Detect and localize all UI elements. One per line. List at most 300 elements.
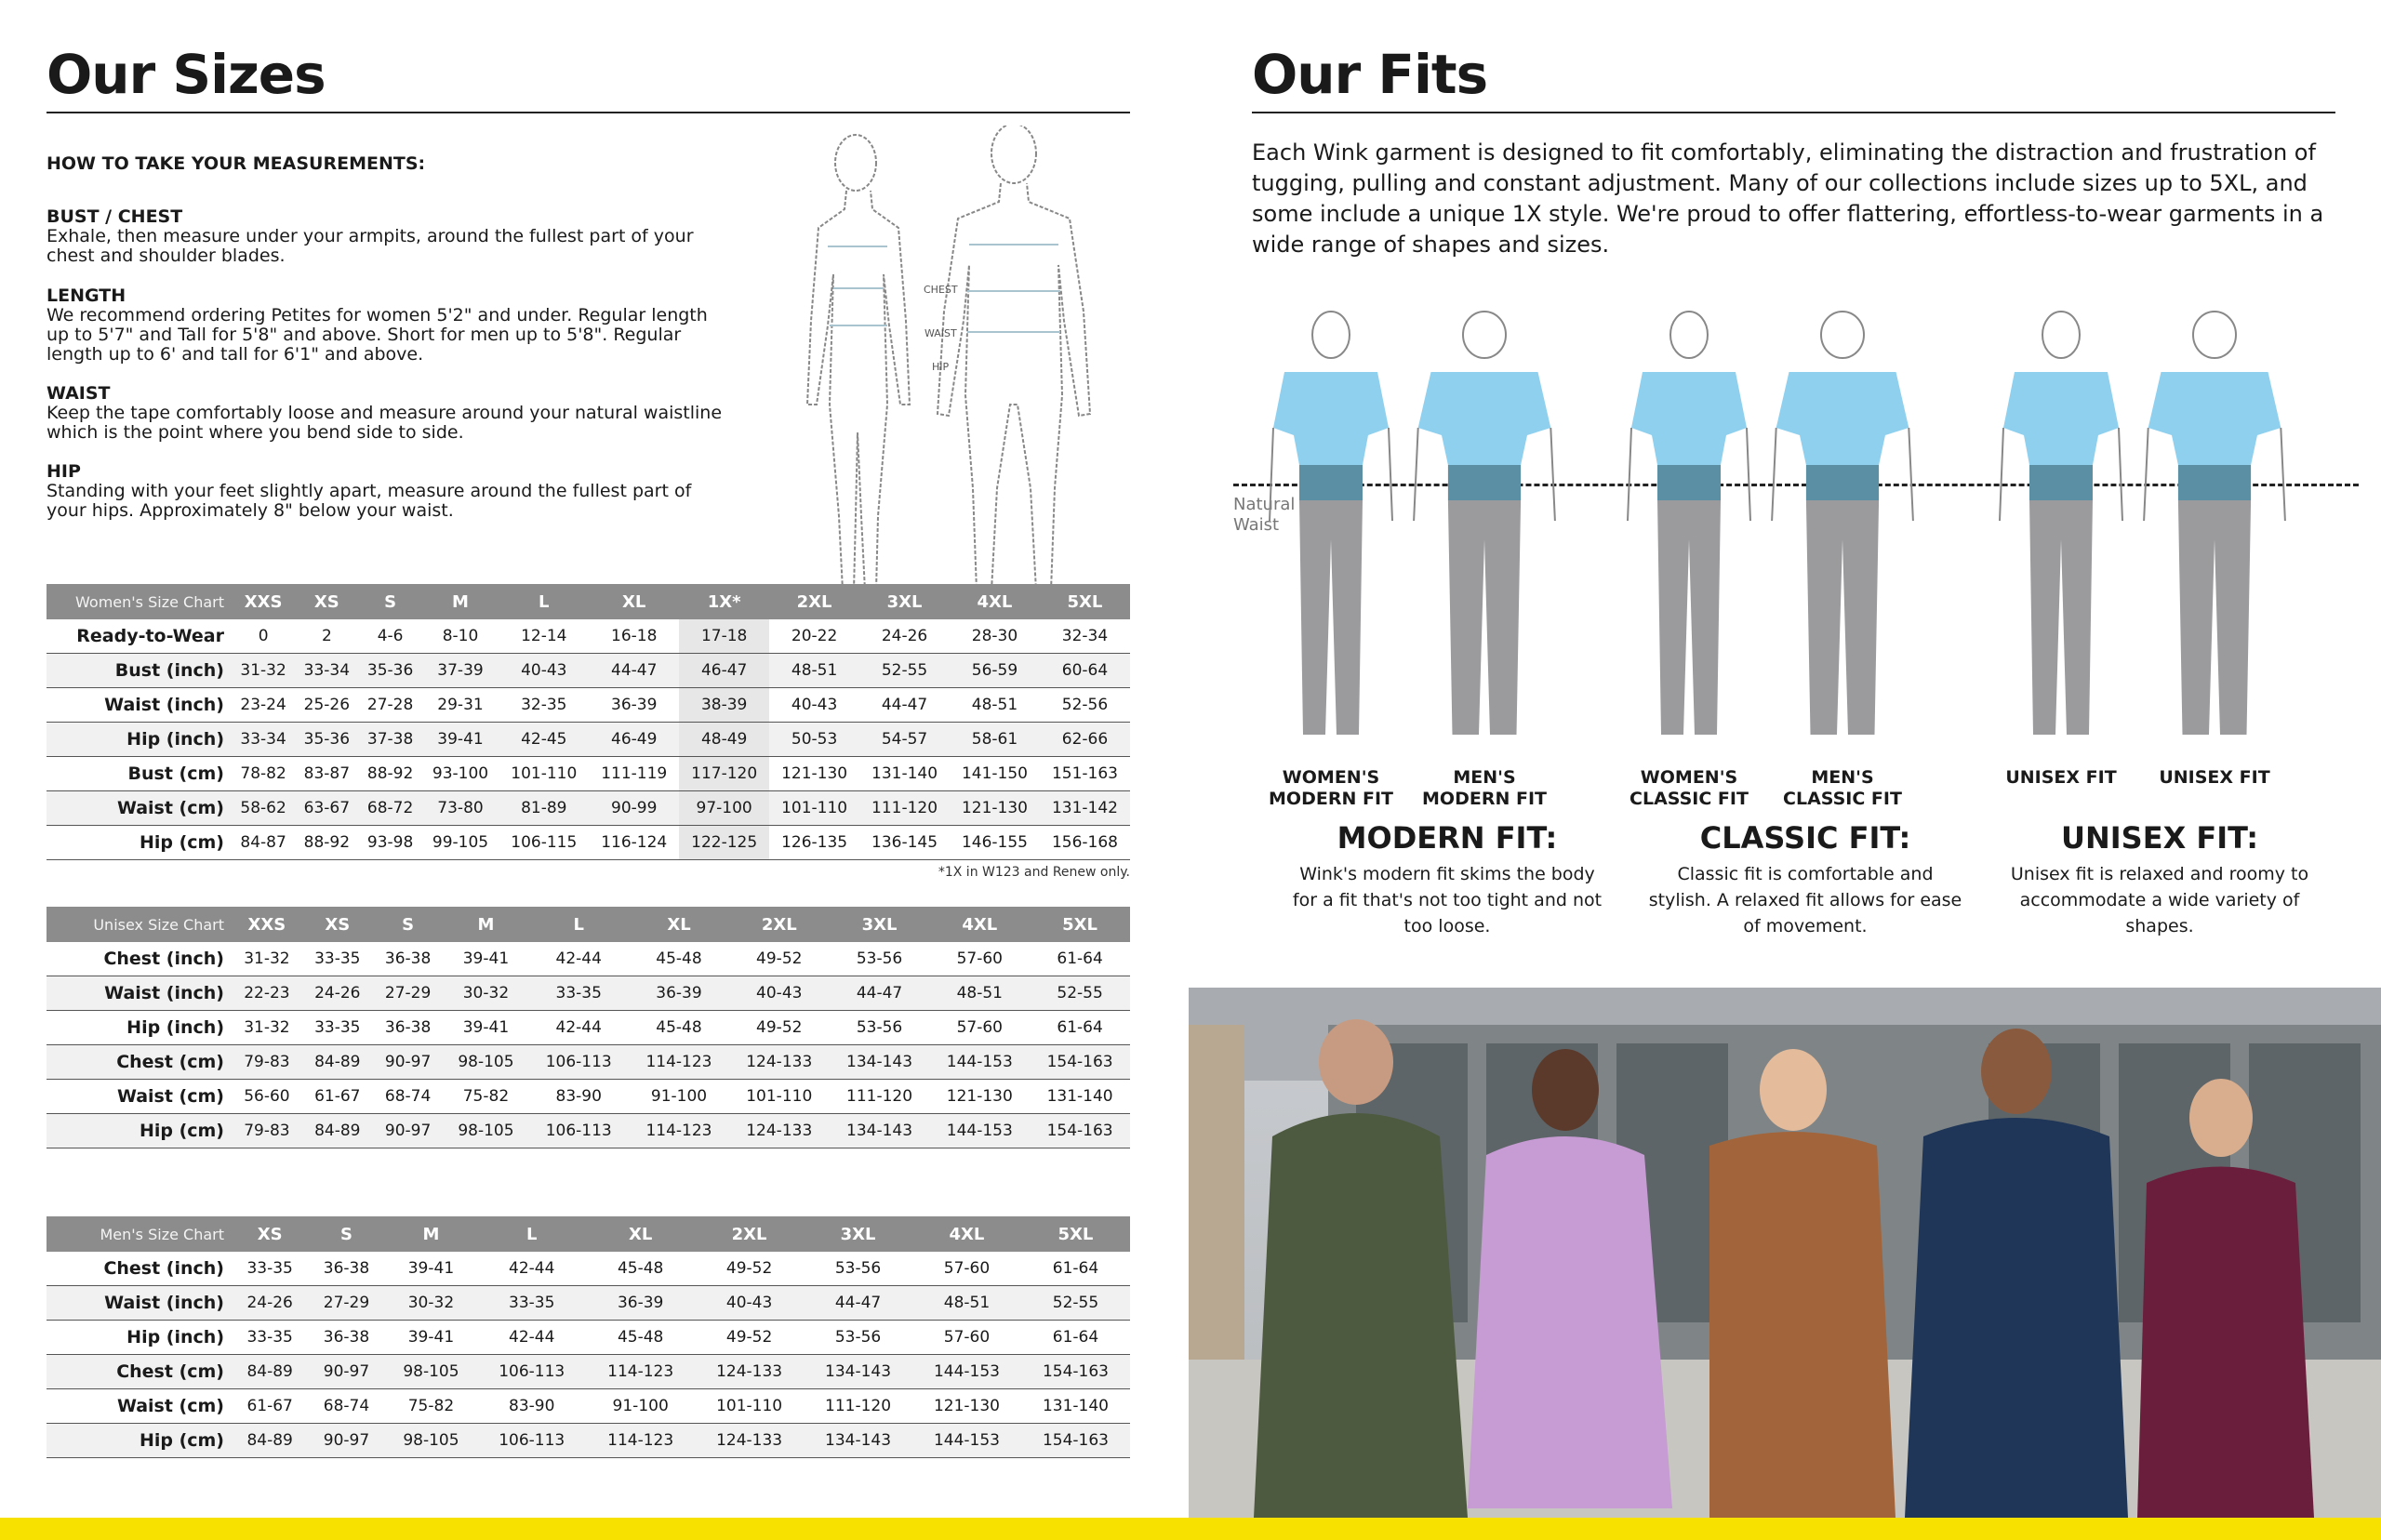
size-cell: 83-90 [477, 1389, 586, 1424]
size-cell: 27-28 [358, 688, 421, 723]
size-cell: 134-143 [804, 1355, 912, 1389]
figure-label-hip: HIP [932, 361, 950, 373]
size-cell: 61-67 [232, 1389, 308, 1424]
fit-figure [2144, 312, 2285, 735]
size-cell: 154-163 [1030, 1114, 1130, 1148]
table-row [47, 1321, 1130, 1355]
size-cell: 63-67 [295, 791, 358, 826]
size-header: M [444, 907, 529, 942]
size-cell: 44-47 [859, 688, 950, 723]
size-cell: 101-110 [769, 791, 859, 826]
size-header: M [385, 1216, 478, 1252]
size-header: M [422, 584, 499, 619]
size-cell: 78-82 [232, 757, 295, 791]
size-cell: 84-87 [232, 826, 295, 860]
sizes-section [47, 37, 1130, 1451]
size-cell: 111-119 [589, 757, 679, 791]
size-cell: 98-105 [385, 1424, 478, 1458]
size-cell: 45-48 [586, 1321, 695, 1355]
size-cell: 48-51 [769, 654, 859, 688]
size-cell: 114-123 [586, 1424, 695, 1458]
size-header: 2XL [695, 1216, 804, 1252]
row-label: Chest (inch) [47, 942, 232, 976]
size-header: XL [589, 584, 679, 619]
size-cell: 84-89 [232, 1355, 308, 1389]
size-cell: 22-23 [232, 976, 302, 1011]
size-cell: 45-48 [586, 1252, 695, 1286]
size-cell: 57-60 [912, 1321, 1021, 1355]
size-cell: 42-44 [528, 1011, 629, 1045]
size-cell: 36-39 [629, 976, 729, 1011]
fit-category-modern [1289, 818, 1605, 939]
size-cell: 42-44 [477, 1321, 586, 1355]
size-cell: 111-120 [804, 1389, 912, 1424]
fit-category-text: Wink's modern fit skims the body for a fit that's not too tight and not too loose. [1292, 864, 1603, 936]
size-cell: 99-105 [422, 826, 499, 860]
size-header: 4XL [950, 584, 1040, 619]
size-cell: 24-26 [859, 619, 950, 654]
size-cell: 39-41 [422, 723, 499, 757]
table-row [47, 1355, 1130, 1389]
size-cell: 101-110 [499, 757, 589, 791]
size-cell: 146-155 [950, 826, 1040, 860]
size-cell: 88-92 [358, 757, 421, 791]
size-cell: 27-29 [308, 1286, 384, 1321]
size-cell: 33-35 [232, 1321, 308, 1355]
size-cell: 48-49 [679, 723, 769, 757]
size-cell: 124-133 [695, 1424, 804, 1458]
size-cell: 36-38 [308, 1321, 384, 1355]
size-cell: 28-30 [950, 619, 1040, 654]
size-cell: 36-38 [308, 1252, 384, 1286]
size-cell: 44-47 [589, 654, 679, 688]
size-cell: 52-55 [1030, 976, 1130, 1011]
fit-figure-label: MEN'S CLASSIC FIT [1783, 767, 1902, 809]
size-cell: 33-34 [232, 723, 295, 757]
size-cell: 32-35 [499, 688, 589, 723]
measurement-text: Exhale, then measure under your armpits, around the fullest part of your chest and shoulder blades. [47, 226, 694, 266]
size-cell: 48-51 [950, 688, 1040, 723]
fit-category-title: UNISEX FIT: [2060, 820, 2259, 856]
size-cell: 154-163 [1021, 1355, 1130, 1389]
size-cell: 52-55 [859, 654, 950, 688]
size-cell: 121-130 [950, 791, 1040, 826]
row-label: Bust (cm) [47, 757, 232, 791]
size-cell: 106-113 [528, 1114, 629, 1148]
fit-figures-panel [1233, 298, 2359, 818]
size-cell: 57-60 [929, 942, 1030, 976]
size-cell: 33-35 [232, 1252, 308, 1286]
fit-category-unisex [2002, 818, 2318, 939]
size-cell: 56-59 [950, 654, 1040, 688]
fit-figure-label: UNISEX FIT [2159, 767, 2270, 788]
size-cell: 35-36 [358, 654, 421, 688]
size-cell: 126-135 [769, 826, 859, 860]
size-cell: 124-133 [729, 1045, 830, 1080]
size-cell: 53-56 [804, 1252, 912, 1286]
table-row [47, 619, 1130, 654]
size-cell: 35-36 [295, 723, 358, 757]
row-label: Hip (cm) [47, 1114, 232, 1148]
table-row [47, 723, 1130, 757]
size-cell: 37-39 [422, 654, 499, 688]
size-cell: 81-89 [499, 791, 589, 826]
size-cell: 134-143 [830, 1045, 930, 1080]
size-cell: 53-56 [804, 1321, 912, 1355]
row-label: Bust (inch) [47, 654, 232, 688]
fits-intro: Each Wink garment is designed to fit comfortably, eliminating the distraction and frustration of tugging, pulling and constant adjustment. Many of our collections include sizes up to 5XL, and some include a unique 1X style. We're proud to offer flattering, effortless-to-wear garments in a wide range of shapes and sizes. [1252, 139, 2324, 258]
size-cell: 83-90 [528, 1080, 629, 1114]
size-cell: 40-43 [499, 654, 589, 688]
fit-figure [1772, 312, 1913, 735]
womens-size-chart [47, 584, 1130, 860]
size-header: L [499, 584, 589, 619]
fit-category-classic [1647, 818, 1963, 939]
size-cell: 58-61 [950, 723, 1040, 757]
row-label: Ready-to-Wear [47, 619, 232, 654]
fit-figure [1414, 312, 1555, 735]
size-cell: 93-98 [358, 826, 421, 860]
fit-figure-label: MEN'S MODERN FIT [1422, 767, 1547, 809]
table-row [47, 1252, 1130, 1286]
size-header: L [477, 1216, 586, 1252]
table-row [47, 688, 1130, 723]
size-cell: 36-38 [373, 1011, 444, 1045]
size-cell: 42-44 [477, 1252, 586, 1286]
size-cell: 45-48 [629, 942, 729, 976]
size-header: 4XL [912, 1216, 1021, 1252]
fit-category-text: Classic fit is comfortable and stylish. A relaxed fit allows for ease of movement. [1648, 864, 1962, 936]
size-cell: 131-142 [1040, 791, 1130, 826]
row-label: Waist (cm) [47, 1080, 232, 1114]
size-header: 3XL [804, 1216, 912, 1252]
size-cell: 62-66 [1040, 723, 1130, 757]
size-cell: 33-35 [477, 1286, 586, 1321]
size-cell: 98-105 [385, 1355, 478, 1389]
size-cell: 90-97 [373, 1114, 444, 1148]
size-cell: 53-56 [830, 1011, 930, 1045]
size-cell: 90-99 [589, 791, 679, 826]
measurement-waist [47, 384, 735, 443]
team-photo [1189, 988, 2381, 1518]
row-label: Chest (inch) [47, 1252, 232, 1286]
size-header-row [47, 907, 1130, 942]
size-cell: 68-74 [373, 1080, 444, 1114]
size-cell: 33-35 [302, 942, 373, 976]
fit-category-title: CLASSIC FIT: [1699, 820, 1911, 856]
measurement-figures [791, 126, 1163, 600]
size-cell: 124-133 [695, 1355, 804, 1389]
table-row [47, 757, 1130, 791]
row-label: Hip (inch) [47, 723, 232, 757]
size-cell: 52-55 [1021, 1286, 1130, 1321]
size-cell: 90-97 [373, 1045, 444, 1080]
size-cell: 93-100 [422, 757, 499, 791]
natural-waist-label: Natural Waist [1233, 495, 1296, 535]
size-cell: 23-24 [232, 688, 295, 723]
size-cell: 106-113 [528, 1045, 629, 1080]
size-header: 5XL [1030, 907, 1130, 942]
size-cell: 49-52 [695, 1252, 804, 1286]
table-row [47, 1080, 1130, 1114]
size-cell: 141-150 [950, 757, 1040, 791]
table-row [47, 1011, 1130, 1045]
size-cell: 124-133 [729, 1114, 830, 1148]
size-cell: 38-39 [679, 688, 769, 723]
size-header: XS [302, 907, 373, 942]
size-header: 5XL [1021, 1216, 1130, 1252]
size-cell: 2 [295, 619, 358, 654]
size-cell: 144-153 [929, 1045, 1030, 1080]
measurement-text: We recommend ordering Petites for women 5'2" and under. Regular length up to 5'7" and Tall for 5'8" and above. Short for men up to 5'8". Regular length up to 6' and tall for 6'1" and above. [47, 305, 708, 365]
size-cell: 12-14 [499, 619, 589, 654]
row-label: Waist (cm) [47, 791, 232, 826]
size-cell: 45-48 [629, 1011, 729, 1045]
fit-figure-label: UNISEX FIT [2005, 767, 2117, 788]
size-cell: 121-130 [912, 1389, 1021, 1424]
size-cell: 151-163 [1040, 757, 1130, 791]
size-cell: 58-62 [232, 791, 295, 826]
size-cell: 39-41 [385, 1321, 478, 1355]
size-cell: 49-52 [729, 1011, 830, 1045]
fit-figure [1270, 312, 1392, 735]
size-header: 2XL [769, 584, 859, 619]
size-header: 4XL [929, 907, 1030, 942]
sizes-title: Our Sizes [47, 43, 326, 106]
unisex-size-chart [47, 907, 1130, 1148]
measurement-heading: BUST / CHEST [47, 206, 183, 227]
size-header: 3XL [859, 584, 950, 619]
size-cell: 32-34 [1040, 619, 1130, 654]
size-header: 2XL [729, 907, 830, 942]
row-label: Hip (cm) [47, 826, 232, 860]
fits-section [1233, 37, 2335, 936]
size-cell: 20-22 [769, 619, 859, 654]
size-cell: 61-64 [1021, 1252, 1130, 1286]
size-cell: 97-100 [679, 791, 769, 826]
healthcare-workers-illustration [1189, 988, 2381, 1518]
size-cell: 57-60 [912, 1252, 1021, 1286]
size-cell: 98-105 [444, 1045, 529, 1080]
size-cell: 16-18 [589, 619, 679, 654]
how-to-heading: HOW TO TAKE YOUR MEASUREMENTS: [47, 153, 426, 174]
size-cell: 73-80 [422, 791, 499, 826]
size-header: 5XL [1040, 584, 1130, 619]
size-cell: 30-32 [444, 976, 529, 1011]
size-cell: 8-10 [422, 619, 499, 654]
size-cell: 83-87 [295, 757, 358, 791]
size-cell: 106-113 [477, 1355, 586, 1389]
size-cell: 61-64 [1021, 1321, 1130, 1355]
size-cell: 52-56 [1040, 688, 1130, 723]
size-header: S [358, 584, 421, 619]
size-cell: 79-83 [232, 1114, 302, 1148]
size-cell: 53-56 [830, 942, 930, 976]
size-cell: 106-113 [477, 1424, 586, 1458]
size-cell: 90-97 [308, 1424, 384, 1458]
size-header: XL [629, 907, 729, 942]
size-cell: 25-26 [295, 688, 358, 723]
size-chart-footnote: *1X in W123 and Renew only. [938, 865, 1130, 880]
size-cell: 68-72 [358, 791, 421, 826]
size-header: XL [586, 1216, 695, 1252]
table-row [47, 654, 1130, 688]
row-label: Waist (inch) [47, 976, 232, 1011]
measurement-bust [47, 207, 735, 266]
size-header: 3XL [830, 907, 930, 942]
size-cell: 46-49 [589, 723, 679, 757]
size-cell: 84-89 [302, 1045, 373, 1080]
body-outline-figures [791, 126, 1163, 600]
title-rule [47, 112, 1130, 113]
chart-title: Men's Size Chart [47, 1216, 232, 1252]
size-cell: 27-29 [373, 976, 444, 1011]
fits-title: Our Fits [1252, 43, 1488, 106]
size-cell: 121-130 [769, 757, 859, 791]
size-cell: 111-120 [859, 791, 950, 826]
size-cell: 49-52 [695, 1321, 804, 1355]
size-cell: 122-125 [679, 826, 769, 860]
row-label: Chest (cm) [47, 1355, 232, 1389]
size-header: XS [295, 584, 358, 619]
size-cell: 33-35 [302, 1011, 373, 1045]
table-row [47, 826, 1130, 860]
size-cell: 33-35 [528, 976, 629, 1011]
size-cell: 88-92 [295, 826, 358, 860]
size-cell: 42-44 [528, 942, 629, 976]
size-cell: 30-32 [385, 1286, 478, 1321]
size-cell: 36-39 [586, 1286, 695, 1321]
size-cell: 114-123 [629, 1045, 729, 1080]
measurement-text: Standing with your feet slightly apart, measure around the fullest part of your hips. Approximately 8" below your waist. [47, 481, 692, 521]
chart-title: Unisex Size Chart [47, 907, 232, 942]
size-cell: 31-32 [232, 1011, 302, 1045]
size-cell: 111-120 [830, 1080, 930, 1114]
measurement-heading: WAIST [47, 383, 111, 404]
size-cell: 84-89 [232, 1424, 308, 1458]
size-cell: 33-34 [295, 654, 358, 688]
size-cell: 31-32 [232, 654, 295, 688]
table-row [47, 1424, 1130, 1458]
size-cell: 144-153 [912, 1355, 1021, 1389]
size-cell: 106-115 [499, 826, 589, 860]
size-cell: 114-123 [629, 1114, 729, 1148]
size-cell: 61-67 [302, 1080, 373, 1114]
mens-size-chart [47, 1216, 1130, 1458]
size-cell: 24-26 [232, 1286, 308, 1321]
brand-yellow-bar [0, 1518, 2381, 1540]
size-cell: 154-163 [1021, 1424, 1130, 1458]
size-header: XXS [232, 584, 295, 619]
size-cell: 154-163 [1030, 1045, 1130, 1080]
size-header: S [373, 907, 444, 942]
size-cell: 121-130 [929, 1080, 1030, 1114]
size-cell: 37-38 [358, 723, 421, 757]
size-cell: 40-43 [729, 976, 830, 1011]
size-cell: 144-153 [929, 1114, 1030, 1148]
size-header: L [528, 907, 629, 942]
size-cell: 79-83 [232, 1045, 302, 1080]
size-cell: 17-18 [679, 619, 769, 654]
size-cell: 4-6 [358, 619, 421, 654]
size-cell: 156-168 [1040, 826, 1130, 860]
measurement-heading: HIP [47, 461, 81, 482]
size-cell: 131-140 [1021, 1389, 1130, 1424]
size-header: 1X* [679, 584, 769, 619]
size-cell: 29-31 [422, 688, 499, 723]
size-cell: 50-53 [769, 723, 859, 757]
size-cell: 31-32 [232, 942, 302, 976]
size-header: S [308, 1216, 384, 1252]
size-cell: 48-51 [929, 976, 1030, 1011]
size-cell: 36-38 [373, 942, 444, 976]
table-row [47, 942, 1130, 976]
figure-label-waist: WAIST [924, 327, 957, 339]
size-cell: 36-39 [589, 688, 679, 723]
size-cell: 134-143 [830, 1114, 930, 1148]
size-cell: 91-100 [629, 1080, 729, 1114]
table-row [47, 791, 1130, 826]
chart-title: Women's Size Chart [47, 584, 232, 619]
size-cell: 61-64 [1030, 942, 1130, 976]
size-cell: 101-110 [695, 1389, 804, 1424]
size-header-row [47, 584, 1130, 619]
size-cell: 136-145 [859, 826, 950, 860]
size-cell: 116-124 [589, 826, 679, 860]
fit-figure [2000, 312, 2122, 735]
size-cell: 117-120 [679, 757, 769, 791]
row-label: Hip (inch) [47, 1011, 232, 1045]
table-row [47, 1045, 1130, 1080]
size-cell: 131-140 [859, 757, 950, 791]
size-cell: 40-43 [695, 1286, 804, 1321]
size-cell: 48-51 [912, 1286, 1021, 1321]
size-cell: 57-60 [929, 1011, 1030, 1045]
size-cell: 101-110 [729, 1080, 830, 1114]
size-cell: 54-57 [859, 723, 950, 757]
row-label: Waist (inch) [47, 688, 232, 723]
row-label: Hip (inch) [47, 1321, 232, 1355]
size-cell: 84-89 [302, 1114, 373, 1148]
size-cell: 44-47 [830, 976, 930, 1011]
size-cell: 0 [232, 619, 295, 654]
measurement-hip [47, 462, 735, 521]
fit-figures [1233, 298, 2359, 763]
fit-figure-label: WOMEN'S MODERN FIT [1269, 767, 1393, 809]
fit-figure [1628, 312, 1750, 735]
figure-label-chest: CHEST [924, 284, 958, 296]
table-row [47, 1114, 1130, 1148]
measurement-heading: LENGTH [47, 285, 126, 306]
title-rule [1252, 112, 2335, 113]
size-cell: 44-47 [804, 1286, 912, 1321]
size-cell: 114-123 [586, 1355, 695, 1389]
size-cell: 61-64 [1030, 1011, 1130, 1045]
size-cell: 46-47 [679, 654, 769, 688]
row-label: Chest (cm) [47, 1045, 232, 1080]
size-header: XXS [232, 907, 302, 942]
measurement-length [47, 286, 735, 365]
row-label: Hip (cm) [47, 1424, 232, 1458]
fit-category-text: Unisex fit is relaxed and roomy to accommodate a wide variety of shapes. [2010, 864, 2309, 936]
size-header-row [47, 1216, 1130, 1252]
size-cell: 144-153 [912, 1424, 1021, 1458]
size-cell: 98-105 [444, 1114, 529, 1148]
size-cell: 24-26 [302, 976, 373, 1011]
size-cell: 60-64 [1040, 654, 1130, 688]
size-cell: 90-97 [308, 1355, 384, 1389]
fit-figure-label: WOMEN'S CLASSIC FIT [1629, 767, 1749, 809]
